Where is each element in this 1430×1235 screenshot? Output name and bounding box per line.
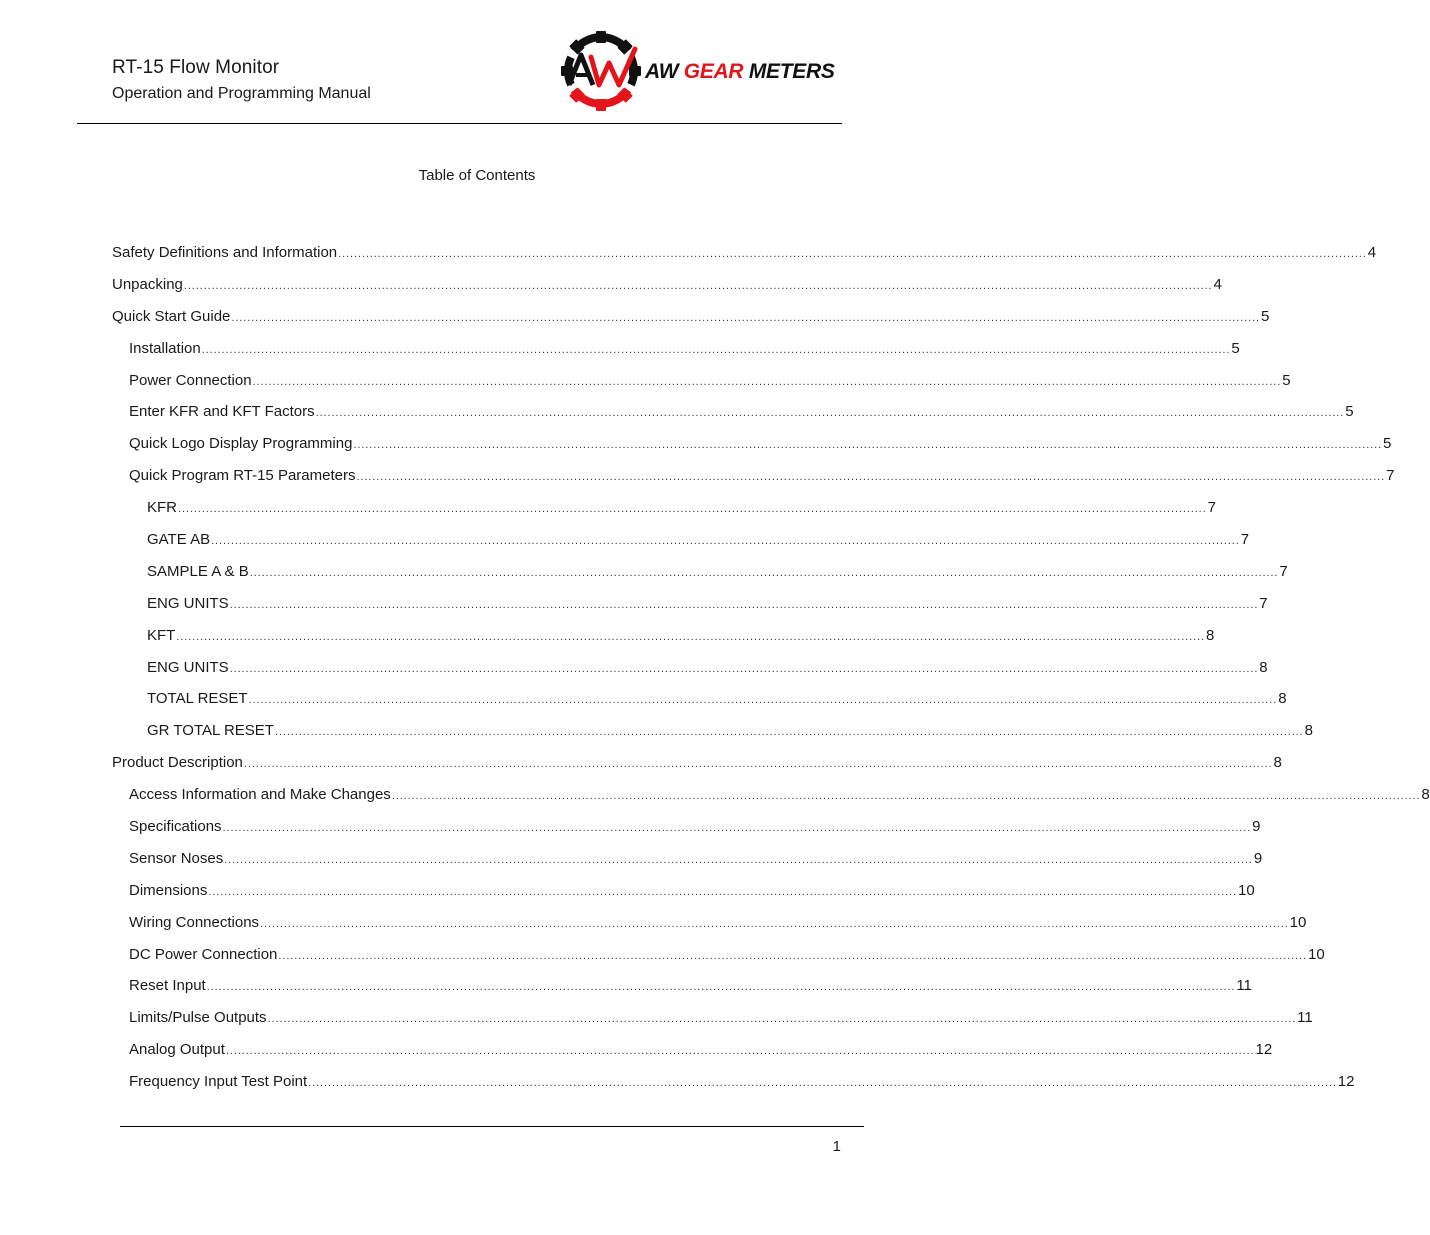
toc-dot-leader: .................................................................................................................................................................................................................................................................... — [229, 598, 1259, 611]
toc-entry-page: 8 — [1273, 754, 1282, 772]
toc-entry-label: KFR — [147, 499, 177, 517]
toc-entry-label: Dimensions — [129, 881, 208, 899]
toc-entry[interactable] — [112, 467, 1395, 499]
toc-entry[interactable] — [112, 881, 1255, 914]
logo-word-aw: AW — [645, 60, 679, 83]
toc-entry-page: 12 — [1255, 1041, 1273, 1059]
toc-entry-label: GATE AB — [147, 531, 211, 549]
toc-entry-label: Reset Input — [129, 977, 206, 995]
toc-entry[interactable] — [112, 1041, 1273, 1073]
toc-entry-label: Frequency Input Test Point — [129, 1073, 308, 1091]
page-number: 1 — [832, 1138, 841, 1155]
document-title: RT-15 Flow Monitor — [112, 57, 280, 78]
toc-entry-label: Enter KFR and KFT Factors — [129, 403, 315, 421]
toc-entry-page: 5 — [1383, 435, 1392, 453]
toc-entry-label: KFT — [147, 626, 176, 644]
gear-logo-icon — [563, 30, 643, 112]
toc-dot-leader: .................................................................................................................................................................................................................................................................... — [222, 822, 1252, 835]
toc-entry-page: 4 — [1367, 244, 1377, 261]
toc-entry-label: Access Information and Make Changes — [129, 786, 391, 804]
toc-entry[interactable] — [112, 499, 1216, 531]
toc-entry-page: 7 — [1259, 594, 1268, 612]
toc-entry[interactable] — [112, 371, 1291, 404]
toc-dot-leader: .................................................................................................................................................................................................................................................................... — [206, 981, 1236, 994]
toc-dot-leader: .................................................................................................................................................................................................................................................................... — [353, 439, 1383, 452]
toc-dot-leader: .................................................................................................................................................................................................................................................................... — [315, 407, 1345, 420]
toc-entry-page: 7 — [1207, 499, 1216, 517]
toc-entry[interactable] — [112, 562, 1288, 595]
toc-entry-label: TOTAL RESET — [147, 690, 248, 708]
toc-entry-label: SAMPLE A & B — [147, 562, 249, 580]
toc-entry[interactable] — [112, 977, 1252, 1009]
toc-entry-label: Specifications — [129, 818, 222, 836]
toc-dot-leader: .................................................................................................................................................................................................................................................................... — [225, 1045, 1255, 1058]
toc-entry-label: Quick Program RT-15 Parameters — [129, 467, 356, 485]
toc-dot-leader: .................................................................................................................................................................................................................................................................... — [267, 1013, 1297, 1026]
toc-dot-leader: .................................................................................................................................................................................................................................................................... — [356, 471, 1386, 484]
toc-entry[interactable] — [112, 275, 1222, 308]
toc-entry-page: 4 — [1213, 275, 1222, 293]
toc-entry-page: 11 — [1236, 977, 1252, 995]
toc-dot-leader: .................................................................................................................................................................................................................................................................... — [338, 248, 1367, 260]
toc-dot-leader: .................................................................................................................................................................................................................................................................... — [231, 311, 1260, 324]
toc-entry[interactable] — [112, 658, 1268, 691]
toc-entry-page: 7 — [1240, 531, 1250, 549]
toc-dot-leader: .................................................................................................................................................................................................................................................................... — [391, 790, 1421, 803]
toc-entry-label: Safety Definitions and Information — [112, 244, 338, 261]
toc-entry[interactable] — [112, 818, 1261, 850]
toc-entry-page: 10 — [1308, 945, 1325, 963]
toc-entry[interactable] — [112, 531, 1250, 563]
toc-entry-page: 5 — [1345, 403, 1354, 421]
toc-entry-page: 8 — [1205, 626, 1215, 644]
toc-dot-leader: .................................................................................................................................................................................................................................................................... — [224, 853, 1253, 866]
toc-entry[interactable] — [112, 722, 1313, 754]
toc-dot-leader: .................................................................................................................................................................................................................................................................... — [176, 630, 1205, 643]
footer-divider — [120, 1126, 864, 1127]
toc-entry-label: Installation — [129, 339, 201, 357]
toc-entry-label: Sensor Noses — [129, 849, 224, 867]
toc-dot-leader: .................................................................................................................................................................................................................................................................... — [274, 726, 1304, 739]
toc-dot-leader: .................................................................................................................................................................................................................................................................... — [183, 279, 1213, 292]
toc-entry[interactable] — [112, 626, 1215, 659]
toc-dot-leader: .................................................................................................................................................................................................................................................................... — [243, 758, 1273, 771]
toc-entry-page: 10 — [1289, 913, 1307, 931]
toc-entry-page: 7 — [1279, 562, 1288, 580]
toc-heading: Table of Contents — [418, 167, 536, 184]
document-subtitle: Operation and Programming Manual — [112, 85, 371, 102]
toc-dot-leader: .................................................................................................................................................................................................................................................................... — [229, 662, 1259, 675]
toc-entry-page: 11 — [1297, 1009, 1313, 1027]
toc-entry-page: 10 — [1237, 881, 1255, 899]
toc-entry[interactable] — [112, 339, 1240, 372]
toc-entry-page: 8 — [1304, 722, 1313, 740]
toc-entry-label: Quick Logo Display Programming — [129, 435, 353, 453]
toc-entry-page: 7 — [1386, 467, 1395, 485]
toc-dot-leader: .................................................................................................................................................................................................................................................................... — [260, 917, 1289, 930]
toc-entry-label: ENG UNITS — [147, 658, 229, 676]
header-divider — [77, 123, 842, 124]
toc-entry-page: 8 — [1421, 786, 1430, 804]
logo-word-meters: METERS — [748, 60, 835, 83]
toc-entry-page: 8 — [1259, 658, 1268, 676]
toc-entry[interactable] — [112, 403, 1354, 435]
toc-entry-label: Limits/Pulse Outputs — [129, 1009, 267, 1027]
toc-entry[interactable] — [112, 786, 1430, 818]
table-of-contents — [112, 244, 1430, 1105]
toc-entry[interactable] — [112, 594, 1268, 627]
toc-entry[interactable] — [112, 435, 1392, 467]
toc-dot-leader: .................................................................................................................................................................................................................................................................... — [278, 949, 1308, 962]
toc-entry-label: ENG UNITS — [147, 594, 229, 612]
toc-entry-label: DC Power Connection — [129, 945, 278, 963]
toc-entry-page: 5 — [1282, 371, 1291, 389]
toc-entry[interactable] — [112, 244, 1377, 276]
toc-dot-leader: .................................................................................................................................................................................................................................................................... — [248, 694, 1278, 707]
toc-entry[interactable] — [112, 307, 1270, 340]
toc-dot-leader: .................................................................................................................................................................................................................................................................... — [201, 343, 1231, 356]
toc-entry[interactable] — [112, 945, 1325, 978]
toc-dot-leader: .................................................................................................................................................................................................................................................................... — [211, 535, 1240, 548]
toc-dot-leader: .................................................................................................................................................................................................................................................................... — [178, 503, 1207, 516]
toc-entry-label: Unpacking — [112, 275, 183, 293]
toc-entry[interactable] — [112, 754, 1282, 786]
toc-entry-label: Wiring Connections — [129, 913, 260, 931]
toc-entry-label: Quick Start Guide — [112, 307, 231, 325]
toc-dot-leader: .................................................................................................................................................................................................................................................................... — [252, 375, 1282, 388]
toc-entry-page: 8 — [1278, 690, 1287, 708]
toc-entry-page: 9 — [1252, 818, 1261, 836]
toc-entry[interactable] — [112, 1073, 1355, 1105]
toc-entry-page: 12 — [1337, 1073, 1355, 1091]
toc-entry-label: Power Connection — [129, 371, 252, 389]
toc-entry-page: 5 — [1231, 339, 1240, 357]
logo-word-gear: GEAR — [683, 60, 744, 83]
toc-entry[interactable] — [112, 849, 1263, 882]
toc-entry-label: GR TOTAL RESET — [147, 722, 274, 740]
toc-dot-leader: .................................................................................................................................................................................................................................................................... — [308, 1077, 1337, 1090]
toc-dot-leader: .................................................................................................................................................................................................................................................................... — [208, 885, 1237, 898]
toc-dot-leader: .................................................................................................................................................................................................................................................................... — [249, 566, 1279, 579]
toc-entry[interactable] — [112, 690, 1287, 722]
toc-entry-page: 9 — [1253, 849, 1263, 867]
toc-entry-page: 5 — [1261, 307, 1270, 325]
toc-entry[interactable] — [112, 1009, 1313, 1041]
toc-entry[interactable] — [112, 913, 1307, 946]
company-logo — [563, 30, 848, 112]
toc-entry-label: Product Description — [112, 754, 243, 772]
toc-entry-label: Analog Output — [129, 1041, 225, 1059]
logo-wordmark — [645, 60, 835, 84]
